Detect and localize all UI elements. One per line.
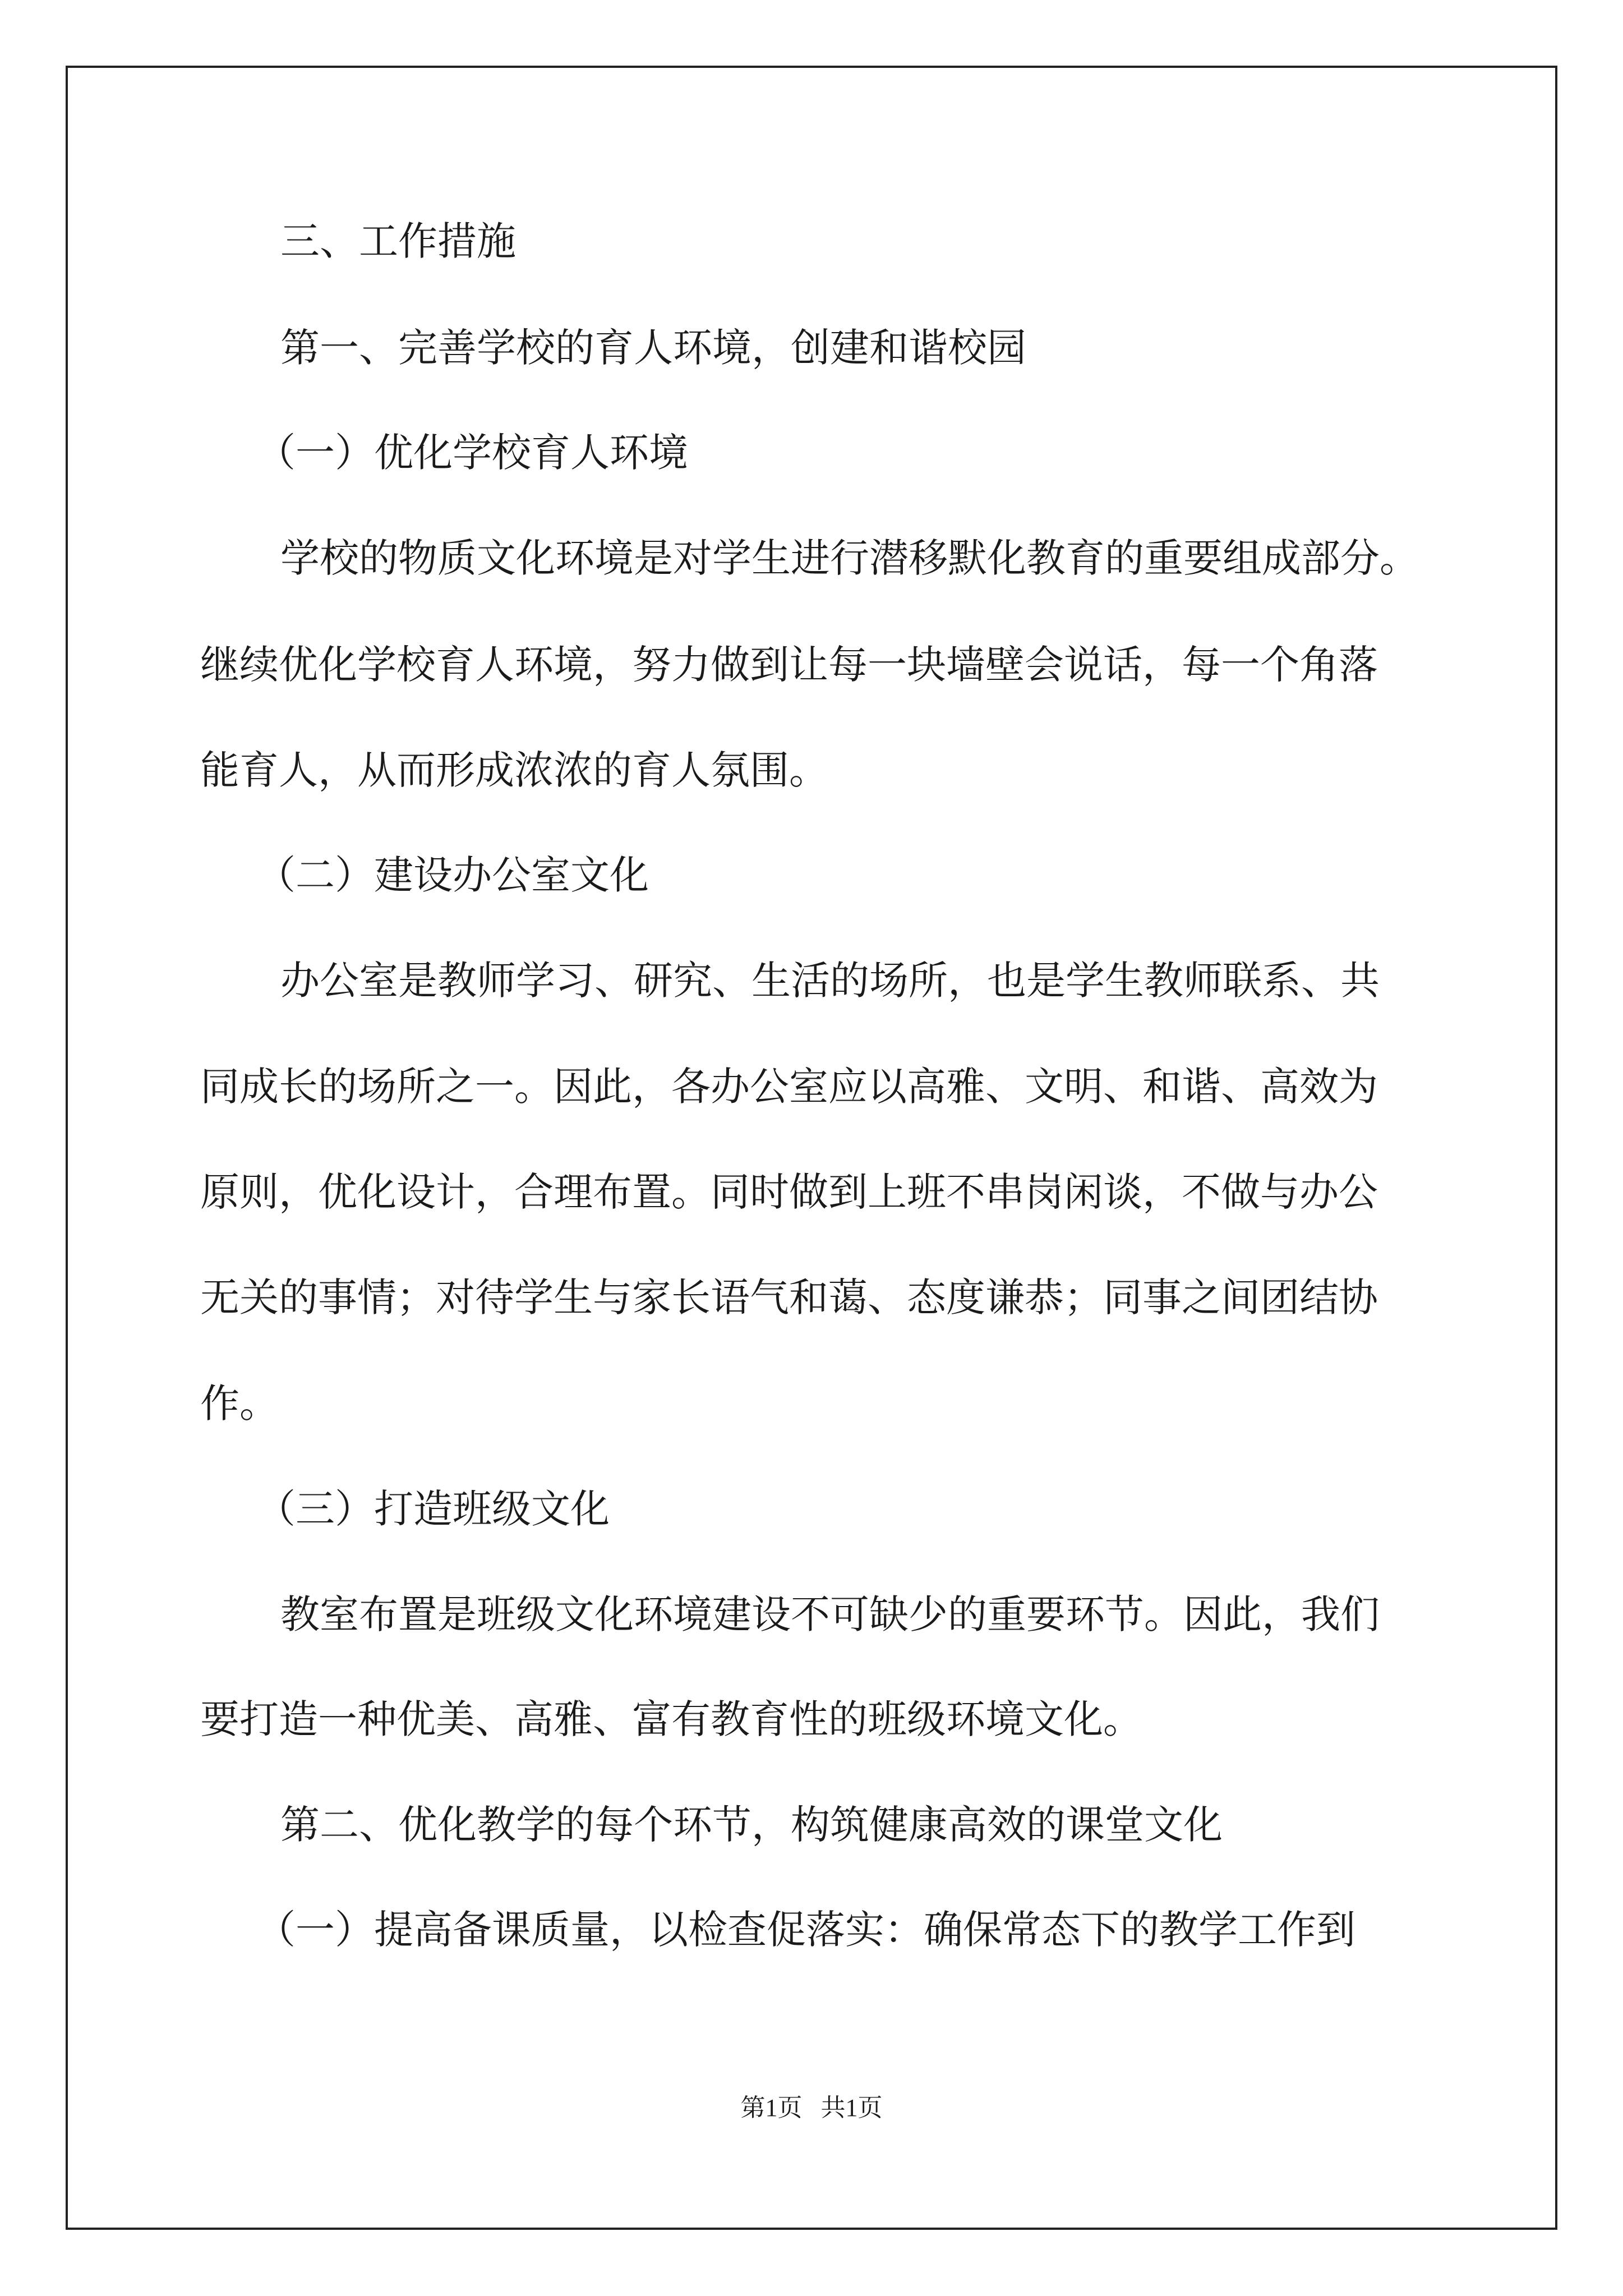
paragraph-line: 作。 bbox=[200, 1381, 279, 1427]
item-heading: （三）打造班级文化 bbox=[256, 1486, 610, 1532]
subsection-heading: 第二、优化教学的每个环节，构筑健康高效的课堂文化 bbox=[280, 1802, 1223, 1848]
paragraph-line: 要打造一种优美、高雅、富有教育性的班级环境文化。 bbox=[200, 1696, 1142, 1742]
paragraph-line: 继续优化学校育人环境，努力做到让每一块墙壁会说话，每一个角落 bbox=[200, 642, 1378, 688]
page-number: 第1页 bbox=[740, 2094, 803, 2122]
paragraph-line: 无关的事情；对待学生与家长语气和蔼、态度谦恭；同事之间团结协 bbox=[200, 1274, 1378, 1320]
page-footer bbox=[0, 2091, 1623, 2125]
paragraph-line: 能育人，从而形成浓浓的育人氛围。 bbox=[200, 747, 828, 793]
item-heading: （二）建设办公室文化 bbox=[256, 852, 649, 898]
paragraph-line: 学校的物质文化环境是对学生进行潜移默化教育的重要组成部分。 bbox=[280, 535, 1419, 581]
paragraph-line: 教室布置是班级文化环境建设不可缺少的重要环节。因此，我们 bbox=[280, 1591, 1380, 1637]
page-total: 共1页 bbox=[820, 2094, 883, 2122]
paragraph-line: 同成长的场所之一。因此，各办公室应以高雅、文明、和谐、高效为 bbox=[200, 1064, 1378, 1110]
item-heading: （一）优化学校育人环境 bbox=[256, 430, 688, 476]
subsection-heading: 第一、完善学校的育人环境，创建和谐校园 bbox=[280, 325, 1026, 371]
item-heading: （一）提高备课质量，以检查促落实：确保常态下的教学工作到 bbox=[256, 1907, 1355, 1953]
paragraph-line: 办公室是教师学习、研究、生活的场所，也是学生教师联系、共 bbox=[280, 958, 1380, 1004]
paragraph-line: 原则，优化设计，合理布置。同时做到上班不串岗闲谈，不做与办公 bbox=[200, 1169, 1378, 1215]
section-heading: 三、工作措施 bbox=[280, 218, 516, 264]
